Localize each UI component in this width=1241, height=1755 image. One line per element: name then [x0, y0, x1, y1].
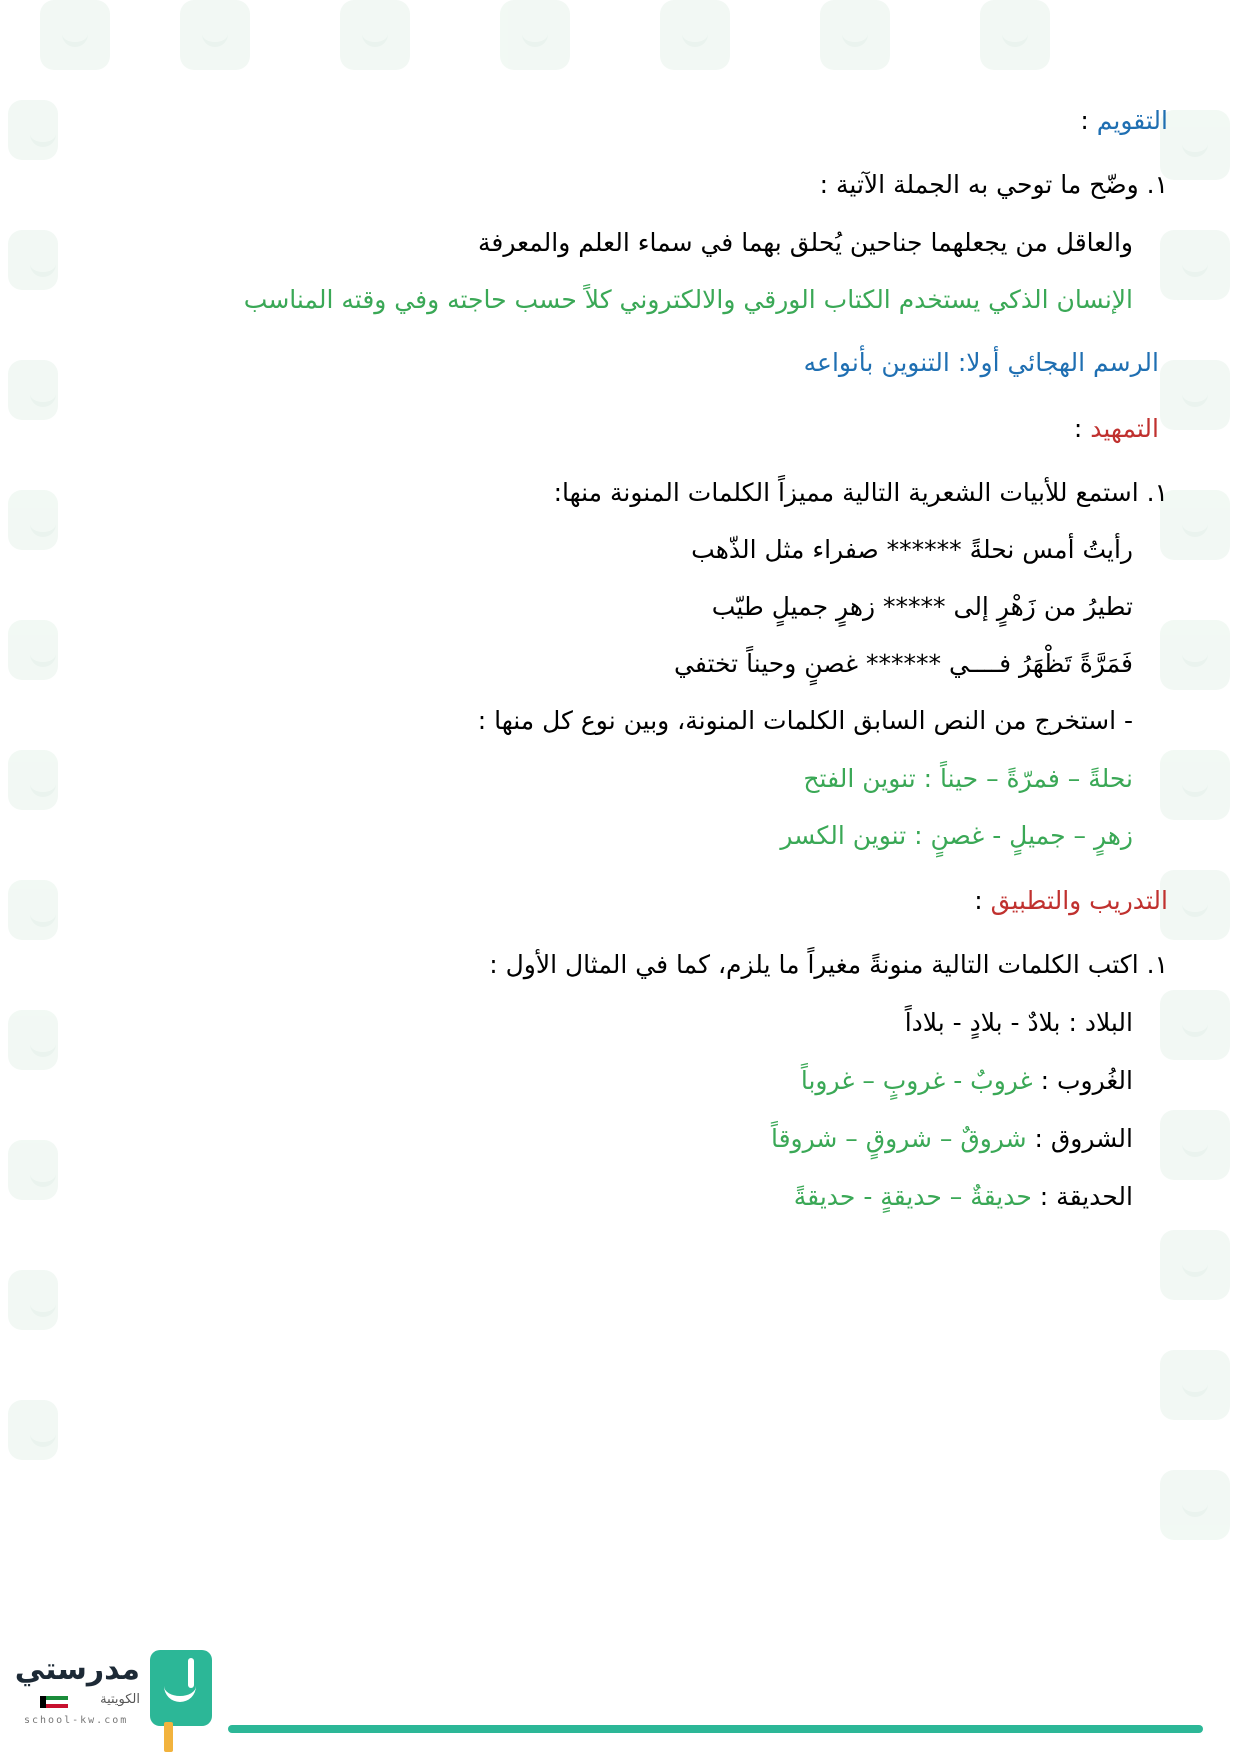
- practice-item-word: الغُروب :: [1040, 1066, 1133, 1095]
- intro-answer: نحلةً – فمرّةً – حيناً : تنوين الفتح: [803, 764, 1133, 793]
- practice-heading: التدريب والتطبيق: [990, 886, 1168, 915]
- intro-task: - استخرج من النص السابق الكلمات المنونة، وبين نوع كل منها :: [477, 706, 1133, 735]
- practice-item-word: الشروق :: [1034, 1124, 1133, 1153]
- evaluation-heading-line: [1080, 106, 1168, 136]
- logo-url: school-kw.com: [24, 1715, 129, 1726]
- practice-item: [801, 1066, 1133, 1096]
- practice-question-1: ١. اكتب الكلمات التالية منونةً مغيراً ما يلزم، كما في المثال الأول :: [489, 950, 1168, 979]
- logo-name: مدرستي: [14, 1652, 140, 1687]
- evaluation-sentence: والعاقل من يجعلهما جناحين يُحلق بهما في سماء العلم والمعرفة: [478, 228, 1133, 257]
- evaluation-heading: التقويم: [1096, 106, 1168, 135]
- intro-heading-colon: :: [1073, 414, 1091, 443]
- intro-question-1: ١. استمع للأبيات الشعرية التالية مميزاً الكلمات المنونة منها:: [553, 478, 1168, 507]
- verse-line: رأيتُ أمس نحلةً ****** صفراء مثل الذّهب: [691, 535, 1133, 564]
- practice-item-answer: غروبٌ - غروبٍ – غروباً: [800, 1066, 1033, 1095]
- practice-item: [794, 1182, 1133, 1212]
- practice-item: [771, 1124, 1133, 1154]
- school-logo-icon: [150, 1650, 212, 1726]
- verse-line: تطيرُ من زَهْرٍ إلى ***** زهرٍ جميلٍ طيّب: [711, 592, 1133, 621]
- evaluation-answer: الإنسان الذكي يستخدم الكتاب الورقي والالكتروني كلاً حسب حاجته وفي وقته المناسب: [243, 285, 1133, 314]
- practice-heading-colon: :: [974, 886, 991, 915]
- verse-line: فَمَرَّةً تَظْهَرُ فــــي ****** غصنٍ وحيناً تختفي: [674, 649, 1133, 678]
- evaluation-heading-colon: :: [1080, 106, 1097, 135]
- intro-answer: زهرٍ – جميلٍ - غصنٍ : تنوين الكسر: [780, 821, 1133, 850]
- practice-item-answer: شروقٌ – شروقٍ – شروقاً: [770, 1124, 1027, 1153]
- intro-heading-line: [1074, 414, 1159, 444]
- logo-subtitle: الكويتية: [100, 1692, 140, 1707]
- practice-item-answer: حديقةٌ – حديقةٍ - حديقةً: [793, 1182, 1032, 1211]
- practice-example: البلاد : بلادٌ - بلادٍ - بلاداً: [904, 1008, 1133, 1037]
- intro-heading: التمهيد: [1090, 414, 1159, 443]
- bookmark-icon: [164, 1722, 173, 1752]
- practice-heading-line: [974, 886, 1168, 916]
- spelling-heading: الرسم الهجائي أولا: التنوين بأنواعه: [803, 348, 1159, 377]
- practice-item-word: الحديقة :: [1039, 1182, 1133, 1211]
- evaluation-question-1: ١. وضّح ما توحي به الجملة الآتية :: [819, 170, 1168, 199]
- footer-divider: [228, 1725, 1203, 1733]
